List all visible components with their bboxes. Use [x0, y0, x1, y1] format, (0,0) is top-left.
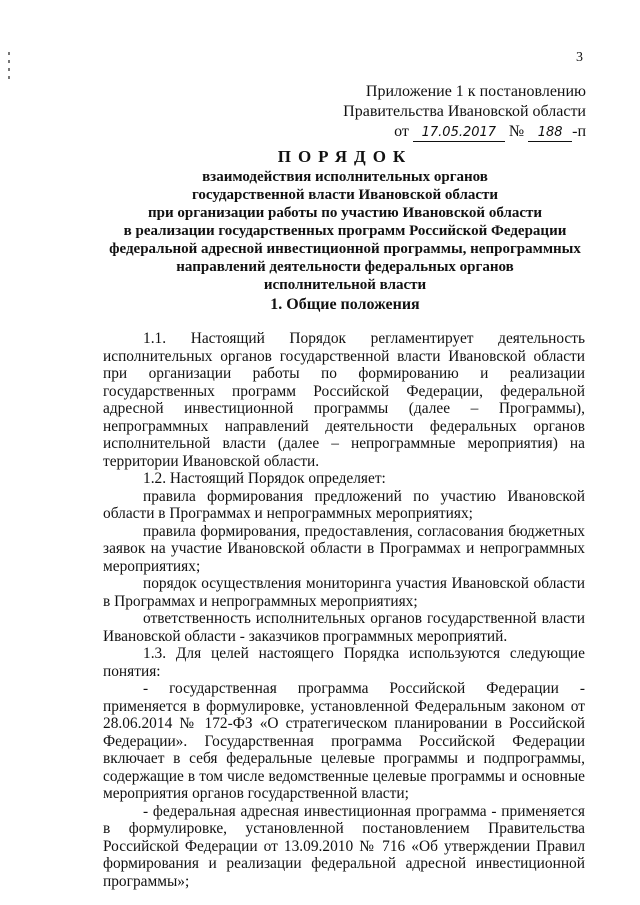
subtitle-line: направлений деятельности федеральных органов [176, 259, 514, 275]
document-subtitle [96, 168, 594, 294]
margin-mark [8, 52, 10, 55]
date-number-line [343, 122, 586, 142]
margin-mark [8, 76, 10, 79]
paragraph: - государственная программа Российской Федерации - применяется в формулировке, установленной Федеральным законом от 28.06.2014 № 172-ФЗ «О стратегическом планировании в Российской Федерации». Государственная программа Российской Федерации включает в себя федеральные целевые программы и подпрограммы, содержащие в том числе ведомственные целевые программы и основные мероприятия органов государственной власти; [103, 680, 585, 802]
paragraph: 1.2. Настоящий Порядок определяет: [143, 470, 386, 487]
handwritten-date: 17.05.2017 [413, 125, 505, 142]
paragraph: 1.3. Для целей настоящего Порядка используются следующие понятия: [103, 645, 585, 680]
document-title: ПОРЯДОК [277, 147, 413, 166]
subtitle-line: государственной власти Ивановской области [191, 187, 499, 203]
margin-mark [8, 68, 10, 71]
subtitle-line: взаимодействия исполнительных органов [202, 169, 488, 185]
number-label: № [508, 123, 525, 140]
page-number: 3 [576, 50, 583, 65]
appendix-header [343, 82, 586, 142]
appendix-line: Приложение 1 к постановлению [365, 83, 586, 100]
subtitle-line: федеральной адресной инвестиционной программы, непрограммных [109, 241, 581, 257]
document-body [103, 330, 585, 890]
subtitle-line: исполнительной власти [263, 277, 427, 293]
margin-mark [8, 60, 10, 63]
government-line: Правительства Ивановской области [343, 103, 586, 120]
handwritten-number: 188 [528, 125, 572, 142]
paragraph: правила формирования предложений по участию Ивановской области в Программах и непрограммных мероприятиях; [103, 487, 585, 522]
section-heading: 1. Общие положения [270, 296, 420, 313]
subtitle-line: в реализации государственных программ Российской Федерации [123, 223, 567, 239]
subtitle-line: при организации работы по участию Ивановской области [147, 205, 543, 221]
paragraph: 1.1. Настоящий Порядок регламентирует деятельность исполнительных органов государственной власти Ивановской области при организации работы по формированию и реализации государственных программ Российской Федерации, федеральной адресной инвестиционной программы (далее – Программы), непрограммных направлений деятельности федеральных органов исполнительной власти (далее – непрограммные мероприятия) на территории Ивановской области. [103, 330, 585, 470]
number-suffix: -п [572, 123, 586, 140]
paragraph: порядок осуществления мониторинга участия Ивановской области в Программах и непрограммных мероприятиях; [103, 575, 585, 610]
paragraph: правила формирования, предоставления, согласования бюджетных заявок на участие Ивановской области в Программах и непрограммных мероприятиях; [103, 522, 585, 575]
paragraph: - федеральная адресная инвестиционная программа - применяется в формулировке, установленной постановлением Правительства Российской Федерации от 13.09.2010 № 716 «Об утверждении Правил формирования и реализации федеральной адресной инвестиционной программы»; [103, 802, 585, 890]
paragraph: ответственность исполнительных органов государственной власти Ивановской области - заказчиков программных мероприятий. [103, 610, 585, 645]
from-label: от [394, 123, 409, 140]
